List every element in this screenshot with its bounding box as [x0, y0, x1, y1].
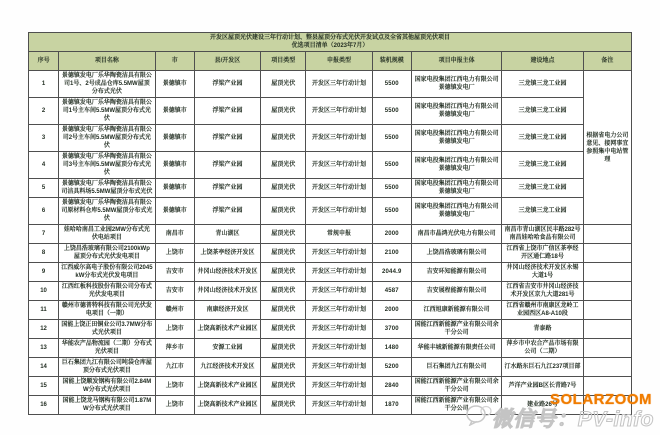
apply-type-cell: 开发区三年行动计划 [306, 396, 372, 415]
project-type-cell: 屋顶光伏 [261, 71, 306, 98]
applicant-cell: 国家电投集团江西电力有限公司景德镇发电厂 [411, 179, 501, 198]
apply-type-cell: 开发区三年行动计划 [306, 198, 372, 225]
col-header-apply-type: 申报类型 [306, 52, 372, 71]
remark-cell [583, 396, 631, 415]
serial-cell: 8 [29, 244, 59, 263]
county-cell: 浮梁产业园 [194, 198, 260, 225]
table-row [29, 301, 632, 320]
location-cell: 建业路26号 [502, 396, 583, 415]
project-type-cell: 屋顶光伏 [261, 320, 306, 339]
col-header-project-name: 项目名称 [59, 52, 155, 71]
county-cell: 上饶茶亭经济开发区 [194, 244, 260, 263]
table-row [29, 125, 632, 152]
capacity-cell: 2000 [372, 225, 411, 244]
county-cell: 南康经济开发区 [194, 301, 260, 320]
watermark-brand-text: SOLARZOOM [550, 391, 652, 408]
project-type-cell: 屋顶光伏 [261, 358, 306, 377]
col-header-location: 建设地点 [502, 52, 583, 71]
apply-type-cell: 开发区三年行动计划 [306, 301, 372, 320]
location-cell: 芦洋产业园B区长青路7号 [502, 377, 583, 396]
city-cell: 赣州市 [155, 301, 194, 320]
project-type-cell: 屋顶光伏 [261, 396, 306, 415]
project-type-cell: 屋顶光伏 [261, 98, 306, 125]
location-cell: 江西省上饶市广信区茶亭经开区通仁路18号 [502, 244, 583, 263]
city-cell: 上饶市 [155, 377, 194, 396]
remark-cell [583, 358, 631, 377]
applicant-cell: 江西旭康新能源有限公司 [411, 301, 501, 320]
county-cell: 井冈山经济技术开发区 [194, 263, 260, 282]
remark-cell [583, 282, 631, 301]
project-type-cell: 屋顶光伏 [261, 152, 306, 179]
table-row [29, 179, 632, 198]
project-name-cell: 景德镇发电厂乐华陶瓷洁具有限公司原材料仓库5.5MW屋顶分布式光伏 [59, 198, 155, 225]
county-cell: 安源工业园 [194, 339, 260, 358]
applicant-cell: 国家电投集团江西电力有限公司景德镇发电厂 [411, 98, 501, 125]
project-name-cell: 上饶昌浩玻璃有限公司2100kWp屋顶分布式光伏发电项目 [59, 244, 155, 263]
apply-type-cell: 开发区三年行动计划 [306, 125, 372, 152]
apply-type-cell: 开发区三年行动计划 [306, 263, 372, 282]
serial-cell: 10 [29, 282, 59, 301]
county-cell: 青山湖区 [194, 225, 260, 244]
apply-type-cell: 开发区三年行动计划 [306, 152, 372, 179]
project-name-cell: 景德镇发电厂乐华陶瓷洁具有限公司1号、2号成品仓库5.5MW屋顶分布式光伏 [59, 71, 155, 98]
city-cell: 景德镇市 [155, 152, 194, 179]
col-header-applicant: 项目申报主体 [411, 52, 501, 71]
apply-type-cell: 开发区三年行动计划 [306, 98, 372, 125]
location-cell: 江西省赣州市南康区龙岭工业园西区A8-A10段 [502, 301, 583, 320]
col-header-remark: 备注 [583, 52, 631, 71]
capacity-cell: 4587 [372, 282, 411, 301]
serial-cell: 2 [29, 98, 59, 125]
city-cell: 景德镇市 [155, 198, 194, 225]
table-row [29, 198, 632, 225]
applicant-cell: 上饶昌浩玻璃有限公司 [411, 244, 501, 263]
capacity-cell: 2044.9 [372, 263, 411, 282]
serial-cell: 3 [29, 125, 59, 152]
location-cell: 萍乡市中农合产品市场有限公司（二期） [502, 339, 583, 358]
watermark-wechat-text: 微信号：PV-info [491, 408, 654, 431]
capacity-cell: 5500 [372, 152, 411, 179]
title-row [29, 33, 632, 52]
capacity-cell: 3700 [372, 320, 411, 339]
serial-cell: 1 [29, 71, 59, 98]
project-name-cell: 巨石集团九江有限公司吨袋仓库屋顶分布式光伏项目 [59, 358, 155, 377]
city-cell: 景德镇市 [155, 71, 194, 98]
location-cell: 三龙镇三龙工业园 [502, 71, 583, 98]
remark-cell [583, 377, 631, 396]
location-cell: 三龙镇三龙工业园 [502, 98, 583, 125]
serial-cell: 9 [29, 263, 59, 282]
location-cell: 青泰路 [502, 320, 583, 339]
capacity-cell: 2840 [372, 377, 411, 396]
apply-type-cell: 开发区三年行动计划 [306, 282, 372, 301]
capacity-cell: 5200 [372, 358, 411, 377]
col-header-capacity: 装机规模 [372, 52, 411, 71]
applicant-cell: 吉安展程能源有限公司 [411, 282, 501, 301]
county-cell: 九江经济技术开发区 [194, 358, 260, 377]
table-body [29, 71, 632, 415]
capacity-cell: 1870 [372, 396, 411, 415]
county-cell: 浮梁产业园 [194, 71, 260, 98]
serial-cell: 7 [29, 225, 59, 244]
col-header-county: 县/开发区 [194, 52, 260, 71]
project-type-cell: 屋顶光伏 [261, 301, 306, 320]
serial-cell: 13 [29, 339, 59, 358]
city-cell: 吉安市 [155, 282, 194, 301]
table-row [29, 358, 632, 377]
city-cell: 上饶市 [155, 320, 194, 339]
remark-cell [583, 320, 631, 339]
applicant-cell: 南昌市晶鸿光伏电力有限公司 [411, 225, 501, 244]
apply-type-cell: 开发区三年行动计划 [306, 377, 372, 396]
project-name-cell: 国能上饶顺发钢构有限公司2.84MW分布式光伏项目 [59, 377, 155, 396]
project-type-cell: 屋顶光伏 [261, 377, 306, 396]
serial-cell: 16 [29, 396, 59, 415]
applicant-cell: 华能丰城新能源有限责任公司 [411, 339, 501, 358]
county-cell: 浮梁产业园 [194, 125, 260, 152]
location-cell: 三龙镇三龙工业园 [502, 152, 583, 179]
serial-cell: 15 [29, 377, 59, 396]
applicant-cell: 国家电投集团江西电力有限公司景德镇发电厂 [411, 71, 501, 98]
capacity-cell: 5500 [372, 198, 411, 225]
serial-cell: 5 [29, 179, 59, 198]
capacity-cell: 5500 [372, 71, 411, 98]
applicant-cell: 国能江西新能源产业有限公司余干分公司 [411, 320, 501, 339]
apply-type-cell: 开发区三年行动计划 [306, 358, 372, 377]
city-cell: 上饶市 [155, 396, 194, 415]
county-cell: 浮梁产业园 [194, 179, 260, 198]
capacity-cell: 2100 [372, 244, 411, 263]
table-row [29, 71, 632, 98]
location-cell: 汀水路东巨石九江237项目部 [502, 358, 583, 377]
header-row [29, 52, 632, 71]
project-name-cell: 江西红板科技股份有限公司分布式光伏发电项目 [59, 282, 155, 301]
applicant-cell: 国家电投集团江西电力有限公司景德镇发电厂 [411, 198, 501, 225]
table-row [29, 225, 632, 244]
apply-type-cell: 开发区三年行动计划 [306, 179, 372, 198]
project-name-cell: 景德镇发电厂乐华陶瓷洁具有限公司洁具料场5.5MW屋顶分布式光伏 [59, 179, 155, 198]
county-cell: 浮梁产业园 [194, 152, 260, 179]
remark-cell [583, 301, 631, 320]
location-cell: 井冈山经济技术开发区永锡大道1号 [502, 263, 583, 282]
county-cell: 上饶高新技术产业园区 [194, 320, 260, 339]
apply-type-cell: 开发区三年行动计划 [306, 320, 372, 339]
serial-cell: 12 [29, 320, 59, 339]
table-row [29, 339, 632, 358]
table-row [29, 282, 632, 301]
table-row [29, 263, 632, 282]
apply-type-cell: 开发区三年行动计划 [306, 339, 372, 358]
city-cell: 上饶市 [155, 244, 194, 263]
project-name-cell: 景德镇发电厂乐华陶瓷洁具有限公司2号主车间5.5MW屋顶分布式光伏 [59, 125, 155, 152]
apply-type-cell: 开发区三年行动计划 [306, 71, 372, 98]
capacity-cell: 5500 [372, 125, 411, 152]
table-row [29, 377, 632, 396]
col-header-project-type: 项目类型 [261, 52, 306, 71]
col-header-serial: 序号 [29, 52, 59, 71]
table-row [29, 98, 632, 125]
remark-cell [583, 339, 631, 358]
city-cell: 景德镇市 [155, 125, 194, 152]
location-cell: 三龙镇三龙工业园 [502, 198, 583, 225]
county-cell: 上饶高新技术产业园区 [194, 396, 260, 415]
col-header-city: 市 [155, 52, 194, 71]
applicant-cell: 巨石集团九江有限公司 [411, 358, 501, 377]
location-cell: 三龙镇三龙工业园 [502, 179, 583, 198]
project-name-cell: 江西威尔高电子股份有限公司2045kW分布式光伏发电项目 [59, 263, 155, 282]
project-type-cell: 屋顶光伏 [261, 225, 306, 244]
applicant-cell: 吉安环知能源有限公司 [411, 263, 501, 282]
project-type-cell: 屋顶光伏 [261, 282, 306, 301]
county-cell: 上饶高新技术产业园区 [194, 377, 260, 396]
capacity-cell: 5500 [372, 98, 411, 125]
capacity-cell: 2000 [372, 301, 411, 320]
table-title-line2: 优选项目清单（2023年7月） [291, 43, 369, 49]
city-cell: 南昌市 [155, 225, 194, 244]
serial-cell: 6 [29, 198, 59, 225]
project-name-cell: 国能上饶正田铜业公司3.7MW分布式光伏项目 [59, 320, 155, 339]
capacity-cell: 5500 [372, 179, 411, 198]
city-cell: 景德镇市 [155, 98, 194, 125]
remark-cell [583, 244, 631, 263]
project-name-cell: 国能上饶龙马钢构有限公司1.87MW分布式光伏项目 [59, 396, 155, 415]
apply-type-cell: 开发区三年行动计划 [306, 244, 372, 263]
remark-cell [583, 225, 631, 244]
project-name-cell: 娃哈哈南昌工业园2MW分布式光伏电站项目 [59, 225, 155, 244]
city-cell: 九江市 [155, 358, 194, 377]
table-title [29, 33, 632, 52]
applicant-cell: 国能江西新能源产业有限公司余干分公司 [411, 377, 501, 396]
city-cell: 萍乡市 [155, 339, 194, 358]
location-cell: 三龙镇三龙工业园 [502, 125, 583, 152]
table-title-line1: 开发区屋顶光伏建设三年行动计划、整县屋顶分布式光伏开发试点及全省其他屋顶光伏项目 [209, 35, 450, 41]
table-row [29, 152, 632, 179]
table-row [29, 320, 632, 339]
project-name-cell: 赣州市德普特科技有限公司光伏发电项目（一期） [59, 301, 155, 320]
project-type-cell: 屋顶光伏 [261, 198, 306, 225]
project-type-cell: 屋顶光伏 [261, 125, 306, 152]
applicant-cell: 国能江西新能源产业有限公司余干分公司 [411, 396, 501, 415]
project-type-cell: 屋顶光伏 [261, 339, 306, 358]
location-cell: 南昌市青山湖区民丰路282号南昌娃哈哈食品有限公司 [502, 225, 583, 244]
serial-cell: 11 [29, 301, 59, 320]
serial-cell: 4 [29, 152, 59, 179]
project-type-cell: 屋顶光伏 [261, 179, 306, 198]
project-name-cell: 华能农产品物流园（二期）分布式光伏项目 [59, 339, 155, 358]
serial-cell: 14 [29, 358, 59, 377]
county-cell: 浮梁产业园 [194, 98, 260, 125]
projects-table [28, 32, 632, 415]
remark-cell-merged: 根据省电力公司意见、接网事宜参照集中电站管理 [583, 71, 631, 225]
project-name-cell: 景德镇发电厂乐华陶瓷洁具有限公司3号主车间5.5MW屋顶分布式光伏 [59, 152, 155, 179]
project-type-cell: 屋顶光伏 [261, 263, 306, 282]
county-cell: 井冈山经济技术开发区 [194, 282, 260, 301]
city-cell: 景德镇市 [155, 179, 194, 198]
project-name-cell: 景德镇发电厂乐华陶瓷洁具有限公司1号主车间5.5MW屋顶分布式光伏 [59, 98, 155, 125]
capacity-cell: 1480 [372, 339, 411, 358]
table-row [29, 396, 632, 415]
remark-cell [583, 263, 631, 282]
table-row [29, 244, 632, 263]
city-cell: 吉安市 [155, 263, 194, 282]
apply-type-cell: 常规申报 [306, 225, 372, 244]
applicant-cell: 国家电投集团江西电力有限公司景德镇发电厂 [411, 152, 501, 179]
location-cell: 江西省吉安市井冈山经济技术开发区京九大道281号 [502, 282, 583, 301]
applicant-cell: 国家电投集团江西电力有限公司景德镇发电厂 [411, 125, 501, 152]
project-type-cell: 屋顶光伏 [261, 244, 306, 263]
